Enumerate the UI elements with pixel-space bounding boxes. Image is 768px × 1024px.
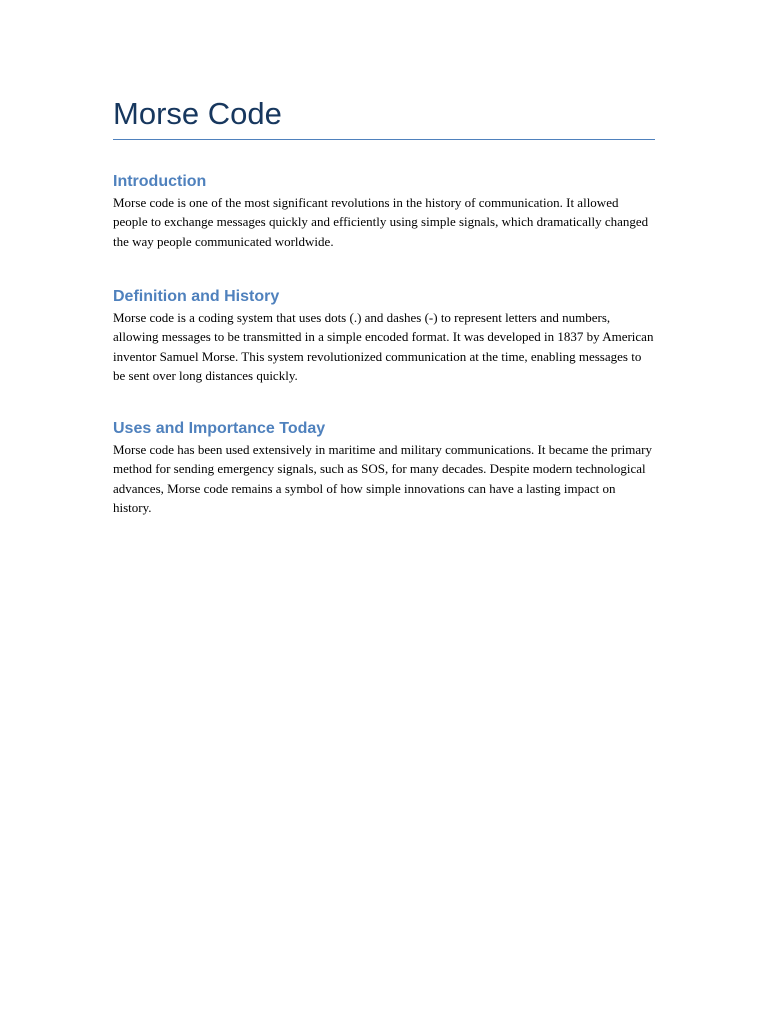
- section-definition-and-history: [113, 286, 655, 385]
- section-introduction: [113, 171, 655, 251]
- section-heading-definition-and-history: Definition and History: [113, 288, 280, 305]
- document-title: Morse Code: [113, 96, 282, 131]
- section-heading-introduction: Introduction: [113, 173, 207, 190]
- section-heading-uses-and-importance: Uses and Importance Today: [113, 420, 326, 437]
- section-body-definition-and-history: Morse code is a coding system that uses dots (.) and dashes (-) to represent letters and numbers, allowing messages to be transmitted in a simple encoded format. It was developed in 1837 by American inventor Samuel Morse. This system revolutionized communication at the time, enabling messages to be sent over long distances quickly.: [113, 310, 654, 383]
- section-body-uses-and-importance: Morse code has been used extensively in maritime and military communications. It became the primary method for sending emergency signals, such as SOS, for many decades. Despite modern technological advances, Morse code remains a symbol of how simple innovations can have a lasting impact on history.: [113, 442, 652, 515]
- title-divider: [113, 139, 655, 140]
- section-body-introduction: Morse code is one of the most significant revolutions in the history of communication. It allowed people to exchange messages quickly and efficiently using simple signals, which dramatically changed the way people communicated worldwide.: [113, 195, 649, 249]
- section-uses-and-importance: [113, 418, 655, 517]
